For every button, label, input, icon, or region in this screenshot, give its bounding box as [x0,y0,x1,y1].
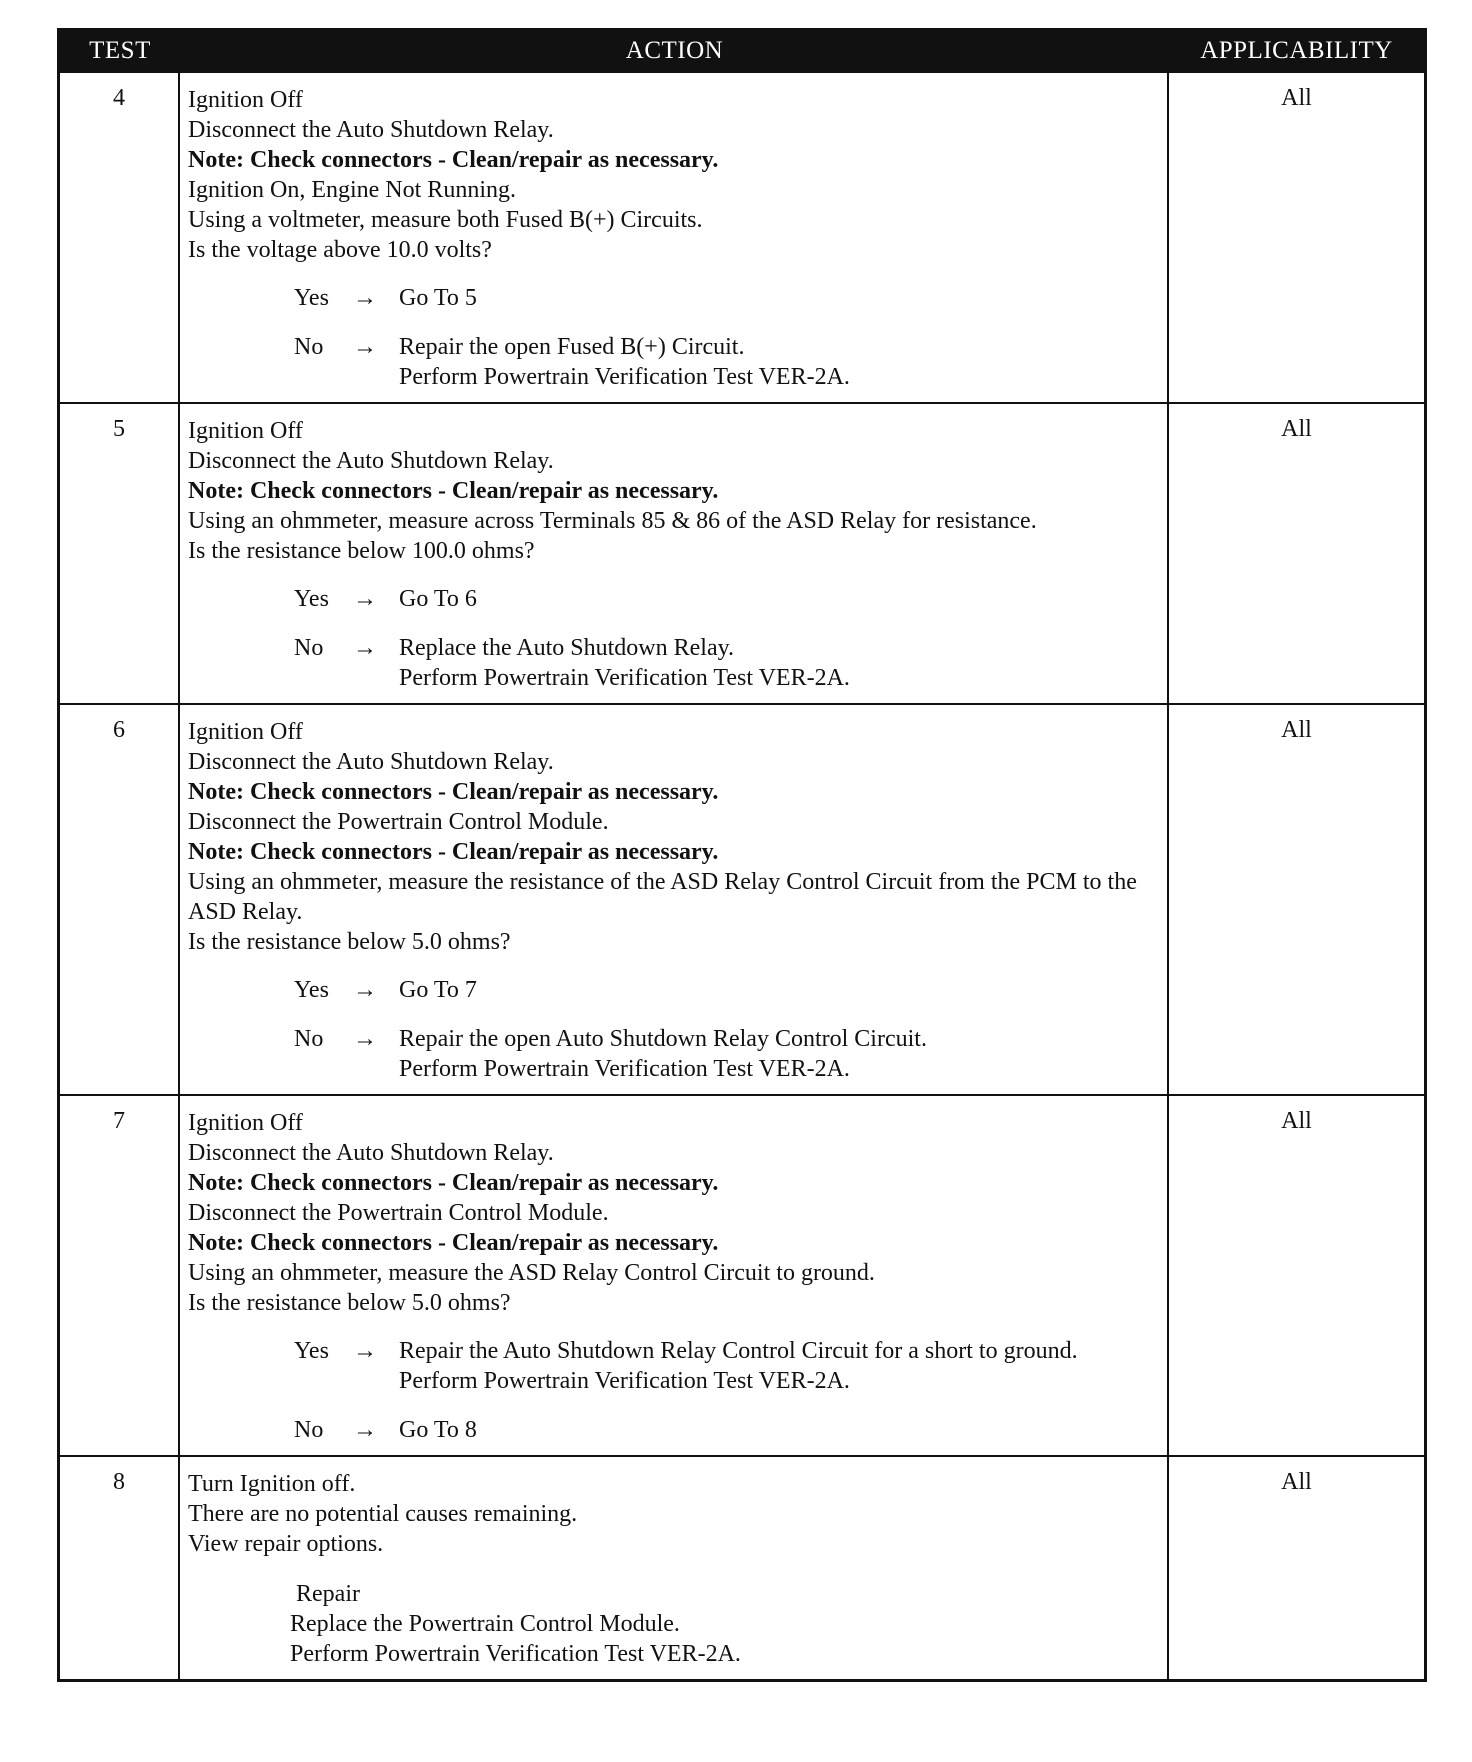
answer-choices [188,1336,1159,1445]
no-label: No [294,1026,324,1052]
arrow-icon: → [353,285,377,311]
action-cell [180,73,1169,402]
table-row [60,1455,1424,1679]
yes-choice [294,283,1159,313]
arrow-icon: → [353,1026,377,1052]
repair-step: Perform Powertrain Verification Test VER-2A. [290,1641,741,1667]
arrow-icon: → [353,977,377,1003]
note: Note: Check connectors - Clean/repair as necessary. [188,1170,719,1196]
result-line: Go To 7 [399,977,477,1003]
answer-choices [188,975,1159,1084]
result-line: Perform Powertrain Verification Test VER-2A. [399,665,850,691]
repair-label: Repair [296,1581,360,1607]
question: Is the resistance below 5.0 ohms? [188,1290,511,1316]
result-line: Go To 8 [399,1417,477,1443]
step: Disconnect the Auto Shutdown Relay. [188,749,554,775]
result-line: Repair the open Fused B(+) Circuit. [399,334,745,360]
result-line: Replace the Auto Shutdown Relay. [399,635,735,661]
test-number: 4 [60,73,180,402]
action-cell [180,1096,1169,1455]
yes-label: Yes [294,977,329,1003]
test-number: 5 [60,404,180,703]
result-line: Perform Powertrain Verification Test VER-2A. [399,364,850,390]
no-result [399,633,1159,693]
question: Is the resistance below 5.0 ohms? [188,929,511,955]
step: Disconnect the Auto Shutdown Relay. [188,448,554,474]
action-cell [180,705,1169,1094]
step: View repair options. [188,1531,384,1557]
arrow-icon: → [353,1417,377,1443]
no-choice [294,1415,1159,1445]
table-row [60,1094,1424,1455]
no-result [399,332,1159,392]
diagnostic-table [57,28,1427,1682]
repair-step: Replace the Powertrain Control Module. [290,1611,680,1637]
header-action: ACTION [625,37,724,64]
no-label: No [294,334,324,360]
step: Disconnect the Auto Shutdown Relay. [188,1140,554,1166]
yes-result [399,283,1159,313]
applicability-value: All [1281,416,1312,442]
applicability-value: All [1281,85,1312,111]
applicability-value: All [1281,717,1312,743]
note: Note: Check connectors - Clean/repair as necessary. [188,779,719,805]
yes-choice [294,584,1159,614]
table-row [60,71,1424,402]
result-line: Perform Powertrain Verification Test VER-2A. [399,1056,850,1082]
question: Is the resistance below 100.0 ohms? [188,538,535,564]
table-header [60,31,1424,71]
applicability-value: All [1281,1108,1312,1134]
question: Is the voltage above 10.0 volts? [188,237,492,263]
header-applicability: APPLICABILITY [1200,37,1393,64]
step: Turn Ignition off. [188,1471,356,1497]
yes-label: Yes [294,285,329,311]
header-test: TEST [89,37,151,64]
yes-choice [294,1336,1159,1396]
result-line: Go To 5 [399,285,477,311]
repair-steps [290,1609,1159,1669]
action-cell [180,1457,1169,1679]
no-label: No [294,1417,324,1443]
result-line: Repair the open Auto Shutdown Relay Control Circuit. [399,1026,927,1052]
note: Note: Check connectors - Clean/repair as necessary. [188,839,719,865]
test-number: 7 [60,1096,180,1455]
action-cell [180,404,1169,703]
note: Note: Check connectors - Clean/repair as necessary. [188,147,719,173]
step: Using an ohmmeter, measure the resistance of the ASD Relay Control Circuit from the PCM to the ASD Relay. [188,869,1137,925]
no-result [399,1024,1159,1084]
answer-choices [188,283,1159,392]
yes-result [399,584,1159,614]
step: Using a voltmeter, measure both Fused B(+) Circuits. [188,207,703,233]
test-number: 8 [60,1457,180,1679]
no-choice [294,633,1159,693]
step: Using an ohmmeter, measure the ASD Relay Control Circuit to ground. [188,1260,875,1286]
table-row [60,402,1424,703]
step: Disconnect the Powertrain Control Module. [188,1200,609,1226]
step: Ignition Off [188,719,303,745]
result-line: Repair the Auto Shutdown Relay Control Circuit for a short to ground. [399,1338,1078,1364]
step: Using an ohmmeter, measure across Terminals 85 & 86 of the ASD Relay for resistance. [188,508,1037,534]
table-row [60,703,1424,1094]
result-line: Perform Powertrain Verification Test VER-2A. [399,1368,850,1394]
arrow-icon: → [353,586,377,612]
arrow-icon: → [353,635,377,661]
step: Ignition Off [188,87,303,113]
answer-choices [188,584,1159,693]
arrow-icon: → [353,1338,377,1364]
yes-choice [294,975,1159,1005]
step: Disconnect the Powertrain Control Module. [188,809,609,835]
step: Disconnect the Auto Shutdown Relay. [188,117,554,143]
no-label: No [294,635,324,661]
no-choice [294,1024,1159,1084]
no-choice [294,332,1159,392]
test-number: 6 [60,705,180,1094]
yes-label: Yes [294,1338,329,1364]
arrow-icon: → [353,334,377,360]
yes-result [399,1336,1159,1396]
no-result [399,1415,1159,1445]
note: Note: Check connectors - Clean/repair as necessary. [188,478,719,504]
step: Ignition Off [188,418,303,444]
note: Note: Check connectors - Clean/repair as necessary. [188,1230,719,1256]
applicability-value: All [1281,1469,1312,1495]
yes-label: Yes [294,586,329,612]
yes-result [399,975,1159,1005]
result-line: Go To 6 [399,586,477,612]
step: Ignition Off [188,1110,303,1136]
step: Ignition On, Engine Not Running. [188,177,516,203]
step: There are no potential causes remaining. [188,1501,578,1527]
